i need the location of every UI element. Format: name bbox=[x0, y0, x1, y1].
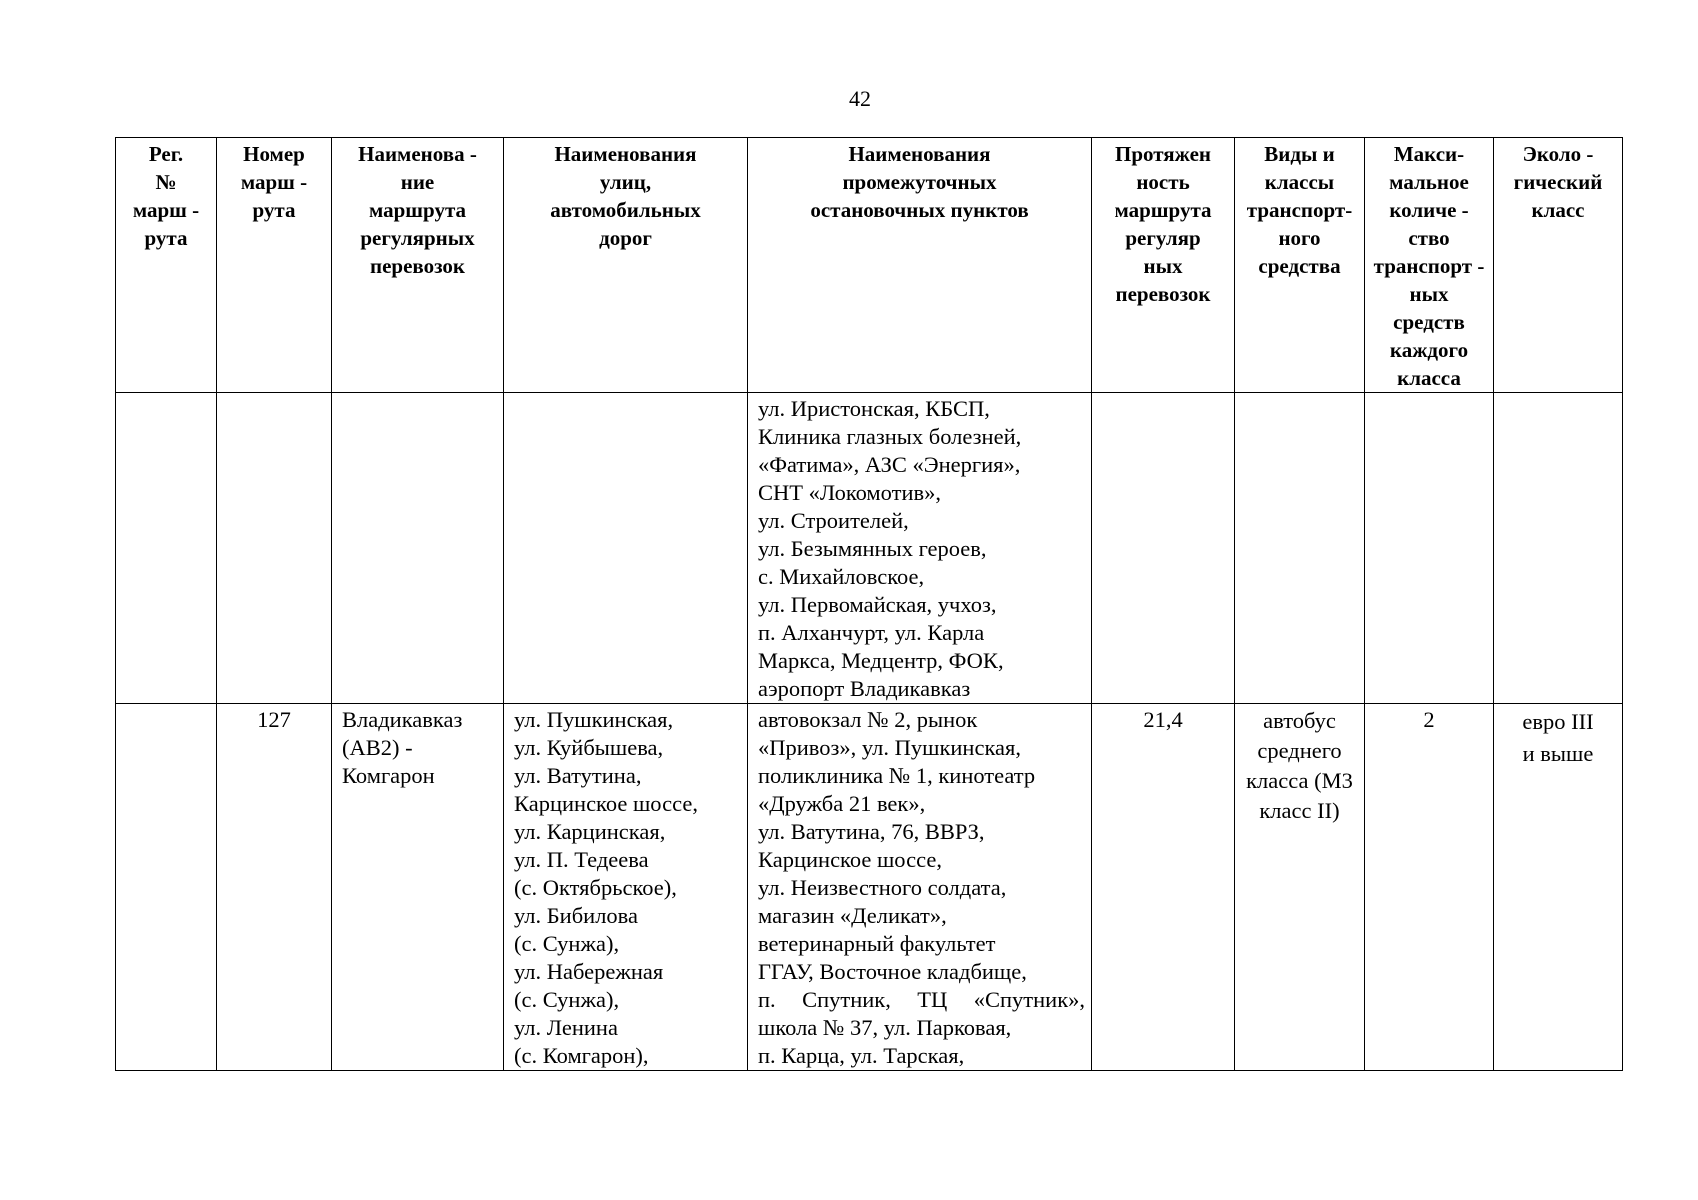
cell-stops bbox=[748, 704, 1092, 1071]
header-route-number: Номер марш - рута bbox=[217, 138, 332, 393]
header-eco-class: Эколо - гический класс bbox=[1494, 138, 1623, 393]
cell-route-number: 127 bbox=[217, 704, 332, 1071]
header-route-name: Наименова - ние маршрута регулярных перевозок bbox=[332, 138, 504, 393]
cell-stops: ул. Иристонская, КБСП, Клиника глазных болезней, «Фатима», АЗС «Энергия», СНТ «Локомотив», ул. Строителей, ул. Безымянных героев, с. Михайловское, ул. Первомайская, учхоз, п. Алханчурт, ул. Карла Маркса, Медцентр, ФОК, аэропорт Владикавказ bbox=[748, 393, 1092, 704]
cell-streets bbox=[504, 393, 748, 704]
header-max-vehicles: Макси- мальное количе - ство транспорт - ных средств каждого класса bbox=[1365, 138, 1494, 393]
cell-eco-class: евро III и выше bbox=[1494, 704, 1623, 1071]
stop-line: ГГАУ, Восточное кладбище, bbox=[758, 959, 1027, 984]
cell-route-name bbox=[332, 393, 504, 704]
cell-reg-number bbox=[116, 704, 217, 1071]
cell-max-vehicles: 2 bbox=[1365, 704, 1494, 1071]
cell-streets: ул. Пушкинская, ул. Куйбышева, ул. Ватутина, Карцинское шоссе, ул. Карцинская, ул. П. Тедеева (с. Октябрьское), ул. Бибилова (с. Сунжа), ул. Набережная (с. Сунжа), ул. Ленина (с. Комгарон), bbox=[504, 704, 748, 1071]
stop-line: автовокзал № 2, рынок bbox=[758, 707, 978, 732]
stop-line: ул. Неизвестного солдата, bbox=[758, 875, 1007, 900]
stop-line: п. Карца, ул. Тарская, bbox=[758, 1043, 965, 1068]
stop-line: п. Спутник, ТЦ «Спутник», bbox=[758, 987, 1085, 1012]
stop-line: «Дружба 21 век», bbox=[758, 791, 926, 816]
page-number: 42 bbox=[849, 86, 871, 111]
cell-vehicle-types: автобус среднего класса (М3 класс II) bbox=[1235, 704, 1365, 1071]
header-stops: Наименования промежуточных остановочных пунктов bbox=[748, 138, 1092, 393]
cell-eco-class bbox=[1494, 393, 1623, 704]
cell-route-length bbox=[1092, 393, 1235, 704]
cell-max-vehicles bbox=[1365, 393, 1494, 704]
stop-line: Карцинское шоссе, bbox=[758, 847, 942, 872]
stop-line: школа № 37, ул. Парковая, bbox=[758, 1015, 1012, 1040]
stop-line: магазин «Деликат», bbox=[758, 903, 947, 928]
cell-vehicle-types bbox=[1235, 393, 1365, 704]
stop-line: «Привоз», ул. Пушкинская, bbox=[758, 735, 1022, 760]
cell-route-name: Владикавказ (АВ2) - Комгарон bbox=[332, 704, 504, 1071]
header-streets: Наименования улиц, автомобильных дорог bbox=[504, 138, 748, 393]
stop-line: поликлиника № 1, кинотеатр bbox=[758, 763, 1036, 788]
header-reg-number: Рег. № марш - рута bbox=[116, 138, 217, 393]
header-vehicle-types: Виды и классы транспорт- ного средства bbox=[1235, 138, 1365, 393]
table-row bbox=[116, 704, 1623, 1071]
table-header-row bbox=[116, 138, 1623, 393]
routes-table bbox=[115, 137, 1623, 1071]
cell-reg-number bbox=[116, 393, 217, 704]
stop-line: ветеринарный факультет bbox=[758, 931, 996, 956]
header-route-length: Протяжен ность маршрута регуляр ных перевозок bbox=[1092, 138, 1235, 393]
cell-route-length: 21,4 bbox=[1092, 704, 1235, 1071]
table-row bbox=[116, 393, 1623, 704]
cell-route-number bbox=[217, 393, 332, 704]
stop-line: ул. Ватутина, 76, ВВРЗ, bbox=[758, 819, 985, 844]
